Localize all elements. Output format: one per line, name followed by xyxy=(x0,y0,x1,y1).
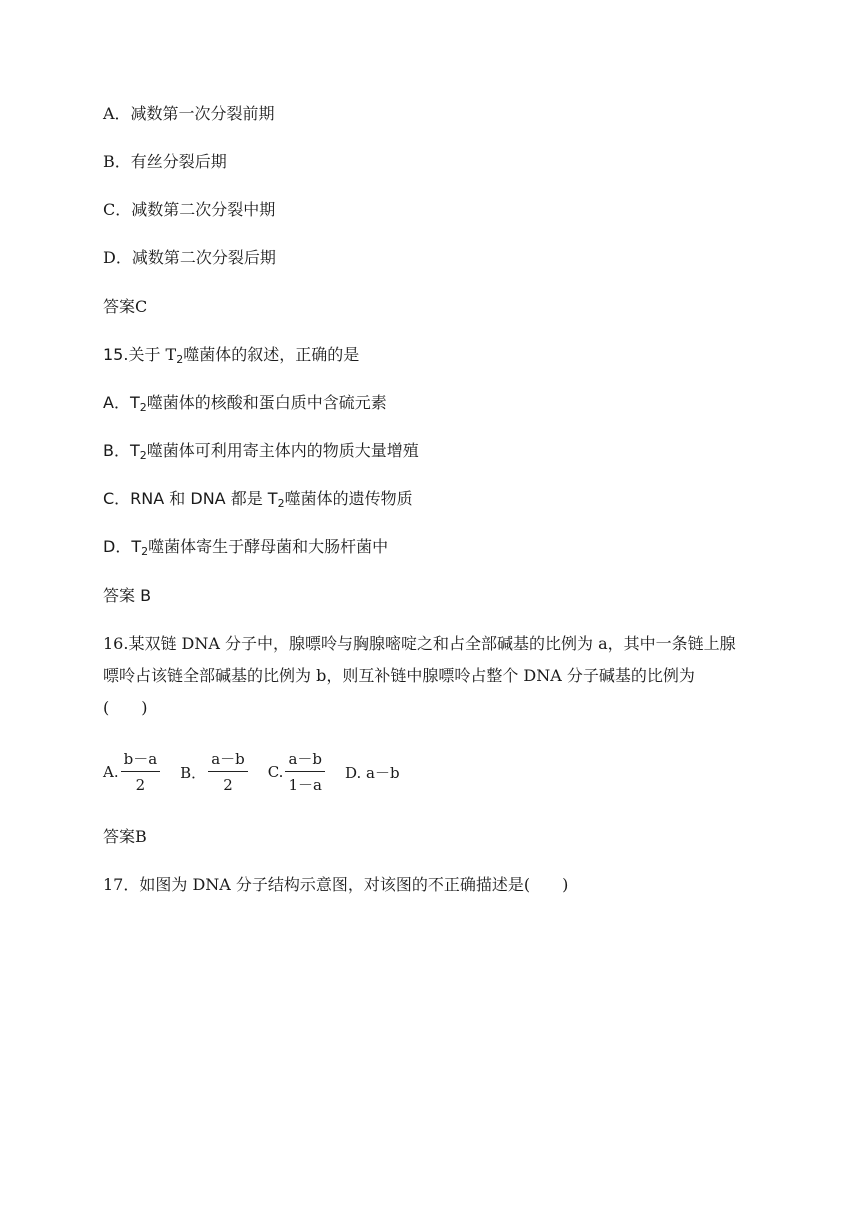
q16-answer: 答案B xyxy=(103,827,147,846)
q14-option-b: B．有丝分裂后期 xyxy=(103,152,227,171)
q15-number: 15. xyxy=(103,345,129,364)
q15-option-d-post: 噬菌体寄生于酵母菌和大肠杆菌中 xyxy=(148,537,389,556)
q15-option-c-pre: C．RNA 和 DNA 都是 T xyxy=(103,489,278,508)
q14-option-d: D．减数第二次分裂后期 xyxy=(103,248,276,267)
q16-option-a-label: A. xyxy=(103,763,119,781)
q16-option-c-denominator: 1－a xyxy=(288,776,322,794)
q15-option-d-pre: D．T xyxy=(103,537,142,556)
q15-option-b-pre: B．T xyxy=(103,441,140,460)
q16-options xyxy=(103,750,420,794)
q15-option-a-pre: A．T xyxy=(103,393,140,412)
q15-option-b-post: 噬菌体可利用寄主体内的物质大量增殖 xyxy=(146,441,419,460)
q16-option-b xyxy=(180,750,248,794)
q15-option-d-sub: 2 xyxy=(141,545,149,558)
q16-option-b-fraction xyxy=(208,750,248,794)
q15-stem-post: 噬菌体的叙述，正确的是 xyxy=(183,345,360,364)
q15-stem xyxy=(103,345,359,365)
q16-stem-line2: 嘌呤占该链全部碱基的比例为 b，则互补链中腺嘌呤占整个 DNA 分子碱基的比例为 xyxy=(103,666,695,685)
q16-option-b-denominator: 2 xyxy=(223,776,233,794)
q16-option-c-numerator: a－b xyxy=(285,750,325,772)
q16-stem-line1: 16.某双链 DNA 分子中，腺嘌呤与胸腺嘧啶之和占全部碱基的比例为 a，其中一条链上腺 xyxy=(103,634,736,653)
q16-option-a-fraction xyxy=(121,750,161,794)
q15-option-d xyxy=(103,537,388,557)
q15-option-a xyxy=(103,393,387,413)
q15-stem-sub: 2 xyxy=(176,353,184,366)
q15-option-c xyxy=(103,489,413,509)
q15-option-c-sub: 2 xyxy=(277,497,285,510)
q16-option-a-numerator: b－a xyxy=(121,750,161,772)
q16-option-a xyxy=(103,750,160,794)
q17-stem: 17．如图为 DNA 分子结构示意图，对该图的不正确描述是( ) xyxy=(103,875,569,894)
q15-option-a-post: 噬菌体的核酸和蛋白质中含硫元素 xyxy=(146,393,387,412)
q16-option-c xyxy=(268,750,325,794)
q15-option-b-sub: 2 xyxy=(139,449,147,462)
q16-option-c-label: C. xyxy=(267,763,284,781)
q14-option-c: C．减数第二次分裂中期 xyxy=(103,200,276,219)
q15-stem-pre: 关于 T xyxy=(128,345,177,364)
q16-stem-line3: ( ) xyxy=(103,698,148,717)
q15-option-c-post: 噬菌体的遗传物质 xyxy=(284,489,413,508)
q16-option-b-label: B． xyxy=(180,763,207,782)
q16-option-c-fraction xyxy=(285,750,325,794)
q16-option-a-denominator: 2 xyxy=(135,776,146,794)
q16-option-d: D. a－b xyxy=(345,763,400,782)
q15-answer: 答案 B xyxy=(103,586,152,605)
q15-option-a-sub: 2 xyxy=(139,401,147,414)
q14-option-a: A．减数第一次分裂前期 xyxy=(103,104,275,123)
q16-option-b-numerator: a－b xyxy=(208,750,248,772)
q14-answer: 答案C xyxy=(103,297,148,316)
q15-option-b xyxy=(103,441,419,461)
